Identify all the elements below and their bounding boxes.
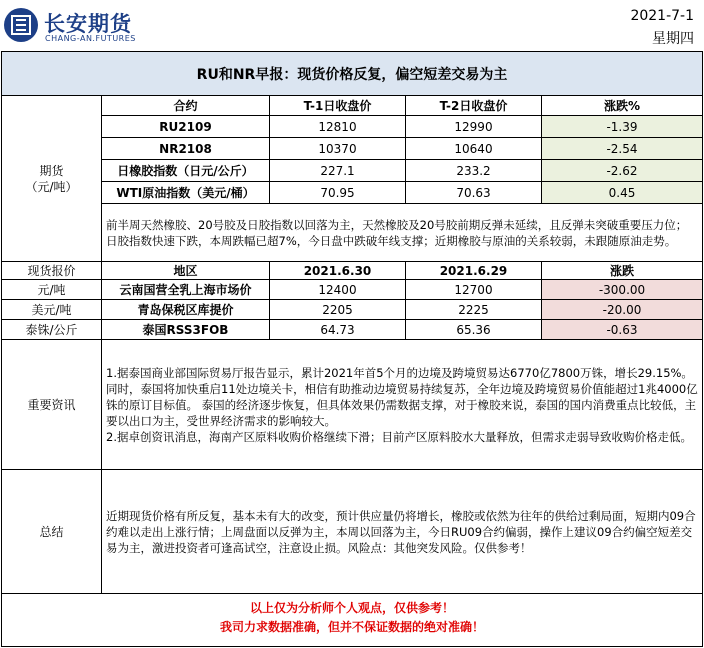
report-title: RU和NR早报：现货价格反复，偏空短差交易为主 (2, 52, 702, 96)
futures-header-t2: T-2日收盘价 (406, 96, 542, 116)
spot-header-label: 现货报价 (2, 262, 102, 280)
spot-row-d1: 2205 (270, 300, 406, 320)
futures-comment: 前半周天然橡胶、20号胶及日胶指数以回落为主，天然橡胶及20号胶前期反弹未延续，且反弹未突破重要压力位；日胶指数快速下跌，本周跌幅已超7%，今日盘中跌破年线支撑；近期橡胶与原油的关系较弱，未跟随原油走势。 (106, 217, 688, 248)
company-name-en: CHANG-AN.FUTURES (45, 34, 136, 43)
spot-row-d1: 64.73 (270, 320, 406, 340)
futures-row-name: 日橡胶指数（日元/公斤） (102, 160, 270, 182)
futures-row-t1: 227.1 (270, 160, 406, 182)
futures-row-t2: 70.63 (406, 182, 542, 204)
spot-row-change: -300.00 (542, 280, 702, 300)
logo-emblem-icon (4, 8, 38, 42)
summary-label: 总结 (2, 470, 102, 594)
spot-row-change: -20.00 (542, 300, 702, 320)
spot-row-d2: 2225 (406, 300, 542, 320)
futures-header-contract: 合约 (102, 96, 270, 116)
spot-header-d1: 2021.6.30 (270, 262, 406, 280)
spot-row-unit: 泰铢/公斤 (2, 320, 102, 340)
futures-row-t2: 10640 (406, 138, 542, 160)
futures-comment-cell (102, 204, 702, 262)
report-table (1, 51, 703, 647)
futures-row-t2: 12990 (406, 116, 542, 138)
report-date: 2021-7-1 (630, 8, 694, 24)
spot-row-unit: 元/吨 (2, 280, 102, 300)
summary-text: 近期现货价格有所反复，基本未有大的改变，预计供应量仍将增长，橡胶或依然为往年的供给过剩局面，短期内09合约难以走出上涨行情；上周盘面以反弹为主，本周以回落为主，今日RU09合约偏弱，操作上建议09合约偏空短差交易为主，激进投资者可逢高试空，注意设止损。风险点：其他突发风险。仅供参考！ (106, 508, 696, 555)
futures-header-t1: T-1日收盘价 (270, 96, 406, 116)
futures-row-name: WTI原油指数（美元/桶） (102, 182, 270, 204)
futures-row-t1: 10370 (270, 138, 406, 160)
spot-header-change: 涨跌 (542, 262, 702, 280)
futures-row-change: 0.45 (542, 182, 702, 204)
futures-row-t1: 12810 (270, 116, 406, 138)
page-header (0, 0, 704, 50)
disclaimer-line-2: 我司力求数据准确，但并不保证数据的绝对准确！ (219, 620, 484, 634)
spot-header-region: 地区 (102, 262, 270, 280)
spot-row-unit: 美元/吨 (2, 300, 102, 320)
spot-row-region: 云南国营全乳上海市场价 (102, 280, 270, 300)
disclaimer-line-1: 以上仅为分析师个人观点，仅供参考！ (249, 601, 454, 615)
spot-row-region: 青岛保税区库提价 (102, 300, 270, 320)
futures-row-name: NR2108 (102, 138, 270, 160)
spot-row-d1: 12400 (270, 280, 406, 300)
spot-header-d2: 2021.6.29 (406, 262, 542, 280)
news-text: 1.据泰国商业部国际贸易厅报告显示，累计2021年首5个月的边境及跨境贸易达6770亿7800万铢，增长29.15%。同时，泰国将加快重启11处边境关卡，相信有助推动边境贸易持续复苏，全年边境及跨境贸易价值能超过1兆4000亿铢的原订目标值。 泰国的经济逐步恢复，但具体效果仍需数据支撑，对于橡胶来说，泰国的国内消费重点比较低，主要以出口为主，受世界经济需求的影响较大。 2.据卓创资讯消息，海南产区原料收购价格继续下滑；目前产区原料胶水大量释放，但需求走弱导致收购价格走低。 (106, 365, 698, 444)
company-logo (4, 6, 194, 44)
futures-header-change: 涨跌% (542, 96, 702, 116)
company-name: 长安期货 (44, 12, 132, 36)
futures-row-change: -2.62 (542, 160, 702, 182)
futures-row-change: -1.39 (542, 116, 702, 138)
spot-row-region: 泰国RSS3FOB (102, 320, 270, 340)
futures-row-name: RU2109 (102, 116, 270, 138)
news-label: 重要资讯 (2, 340, 102, 470)
futures-row-t1: 70.95 (270, 182, 406, 204)
report-weekday: 星期四 (652, 31, 694, 47)
spot-row-change: -0.63 (542, 320, 702, 340)
futures-row-t2: 233.2 (406, 160, 542, 182)
news-cell (102, 340, 702, 470)
futures-section-label: 期货 （元/吨） (2, 96, 102, 262)
summary-cell (102, 470, 702, 594)
spot-row-d2: 12700 (406, 280, 542, 300)
spot-row-d2: 65.36 (406, 320, 542, 340)
futures-row-change: -2.54 (542, 138, 702, 160)
